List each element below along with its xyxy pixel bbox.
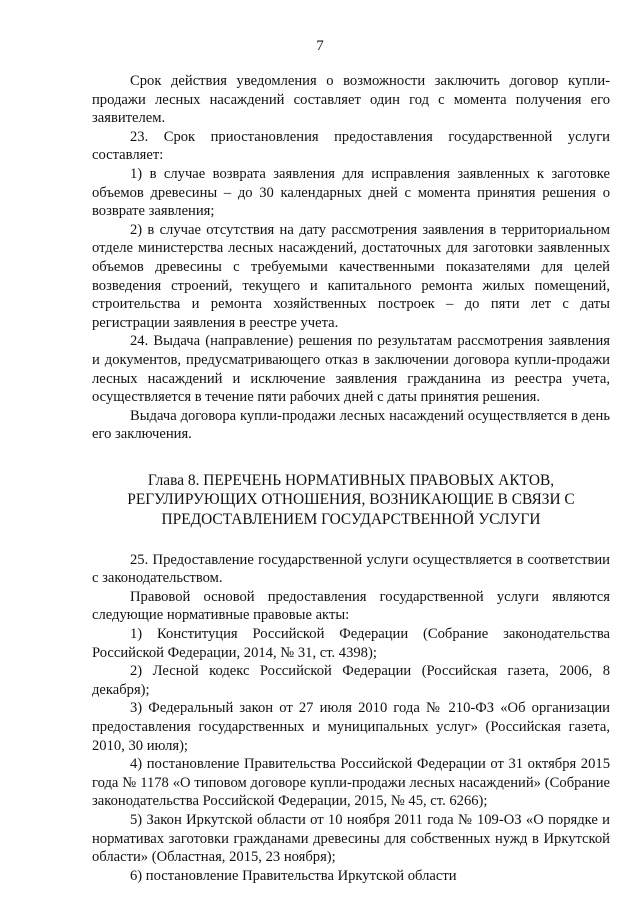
paragraph-25: 25. Предоставление государственной услуги осуществляется в соответствии с законодательством.	[92, 551, 610, 587]
legal-act-item-1: 1) Конституция Российской Федерации (Собрание законодательства Российской Федерации, 2014, № 31, ст. 4398);	[92, 626, 610, 661]
chapter-heading-line: РЕГУЛИРУЮЩИХ ОТНОШЕНИЯ, ВОЗНИКАЮЩИЕ В СВЯЗИ С	[127, 491, 575, 509]
paragraph-23: 23. Срок приостановления предоставления государственной услуги составляет:	[92, 128, 610, 164]
chapter-heading-line: Глава 8. ПЕРЕЧЕНЬ НОРМАТИВНЫХ ПРАВОВЫХ АКТОВ,	[147, 471, 555, 489]
page-number: 7	[316, 38, 324, 54]
paragraph-24: 24. Выдача (направление) решения по результатам рассмотрения заявления и документов, предусматривающего отказ в заключении договора купли-продажи лесных насаждений и исключение заявления гражданина из реестра учета, осуществляется в течение пяти рабочих дней с даты принятия решения.	[92, 333, 610, 406]
paragraph-contract-issue: Выдача договора купли-продажи лесных насаждений осуществляется в день его заключения.	[92, 407, 610, 443]
legal-act-item-3: 3) Федеральный закон от 27 июля 2010 года № 210-ФЗ «Об организации предоставления государственных и муниципальных услуг» (Российская газета, 2010, 30 июля);	[92, 700, 610, 754]
legal-act-item-6: 6) постановление Правительства Иркутской области	[130, 867, 457, 884]
legal-act-item-5: 5) Закон Иркутской области от 10 ноября 2011 года № 109-ОЗ «О порядке и нормативах заготовки гражданами древесины для собственных нужд в Иркутской области» (Областная, 2015, 23 ноября);	[92, 811, 610, 866]
paragraph-23-item-2: 2) в случае отсутствия на дату рассмотрения заявления в территориальном отделе министерства лесных насаждений, достаточных для заготовки заявленных объемов древесины с требуемыми качественными показателями для целей возведения строений, текущего и капитального ремонта жилых помещений, строительства и ремонта хозяйственных построек – до пяти лет с даты регистрации заявления в реестре учета.	[92, 221, 610, 331]
paragraph-notice-validity: Срок действия уведомления о возможности заключить договор купли-продажи лесных насаждений составляет один год с момента получения его заявителем.	[92, 73, 610, 127]
paragraph-legal-basis: Правовой основой предоставления государственной услуги являются следующие нормативные правовые акты:	[92, 588, 610, 624]
chapter-heading	[92, 471, 610, 530]
chapter-heading-line: ПРЕДОСТАВЛЕНИЕМ ГОСУДАРСТВЕННОЙ УСЛУГИ	[161, 511, 541, 529]
paragraph-23-item-1: 1) в случае возврата заявления для исправления заявленных к заготовке объемов древесины – до 30 календарных дней с момента принятия решения о возврате заявления;	[92, 165, 610, 220]
legal-act-item-2: 2) Лесной кодекс Российской Федерации (Российская газета, 2006, 8 декабря);	[92, 663, 610, 698]
legal-act-item-4: 4) постановление Правительства Российской Федерации от 31 октября 2015 года № 1178 «О типовом договоре купли-продажи лесных насаждений» (Собрание законодательства Российской Федерации, 2015, № 45, ст. 6266);	[92, 756, 610, 810]
document-body	[92, 72, 610, 885]
